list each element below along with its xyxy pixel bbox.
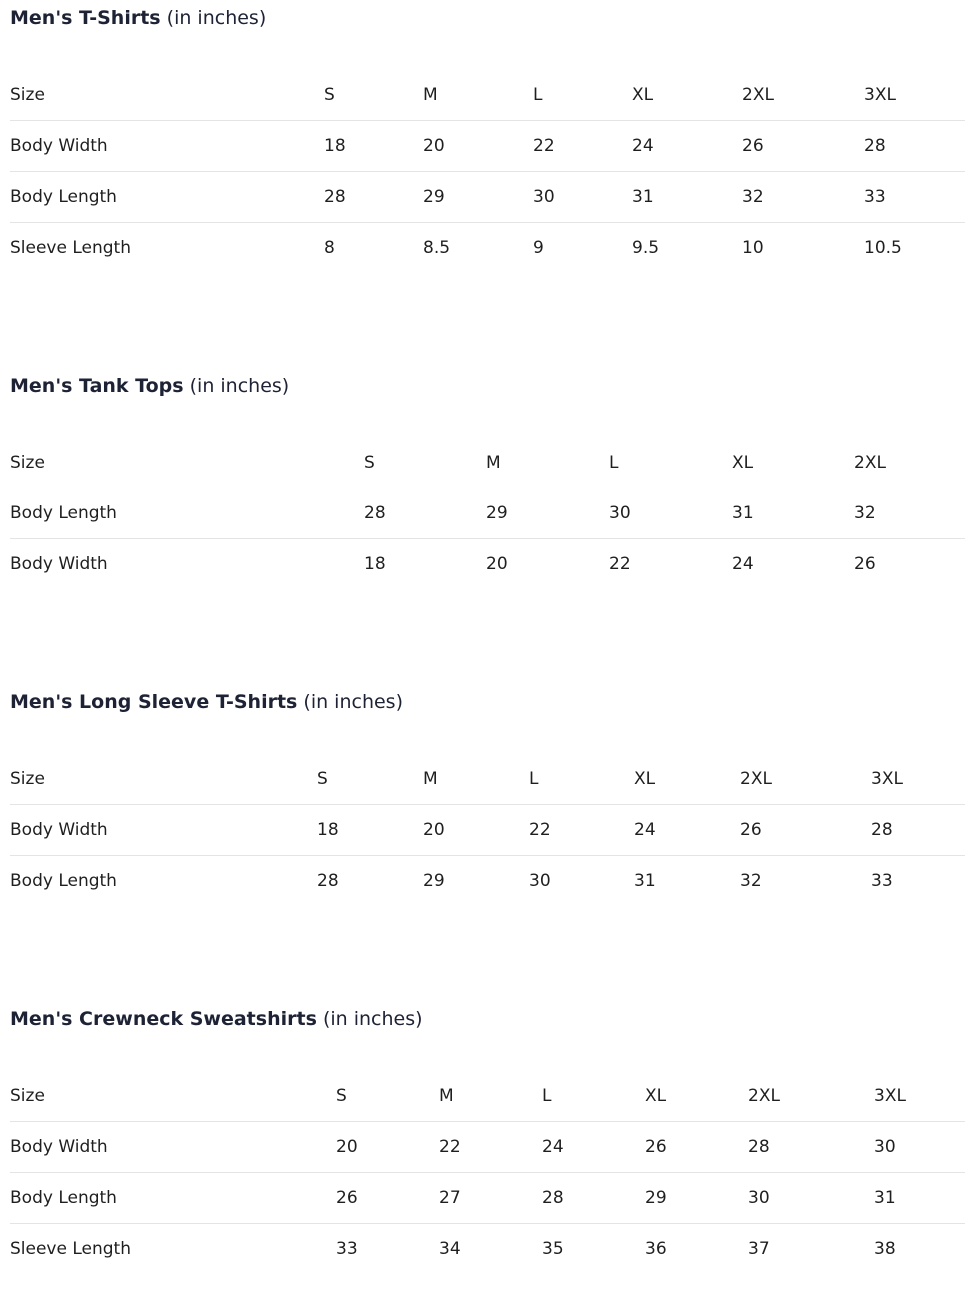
table-cell: Sleeve Length — [10, 1224, 336, 1275]
size-table — [10, 1071, 965, 1274]
table-cell: 3XL — [864, 85, 896, 105]
size-table — [10, 438, 965, 589]
table-cell: 26 — [742, 121, 864, 172]
table-cell: S — [364, 453, 375, 473]
table-cell: 31 — [874, 1173, 965, 1224]
table-cell: Body Width — [10, 1122, 336, 1173]
section-title-unit: (in inches) — [189, 375, 290, 397]
table-cell: 33 — [871, 856, 965, 907]
table-cell: 24 — [542, 1122, 645, 1173]
table-cell: 2XL — [854, 453, 886, 473]
table-cell: 3XL — [874, 1086, 906, 1106]
table-cell: L — [542, 1086, 552, 1106]
table-cell: 32 — [854, 503, 876, 523]
table-cell: 37 — [748, 1224, 874, 1275]
table-cell: S — [324, 85, 335, 105]
size-chart-long-sleeve — [10, 689, 965, 891]
table-cell: 22 — [439, 1122, 542, 1173]
table-cell: M — [423, 85, 438, 105]
section-title-unit: (in inches) — [166, 7, 267, 29]
section-title — [10, 373, 965, 399]
size-chart-tshirts — [10, 5, 965, 258]
table-cell: 26 — [854, 539, 965, 590]
table-cell: 32 — [742, 172, 864, 223]
table-cell: 18 — [364, 539, 486, 590]
table-cell: 20 — [336, 1122, 439, 1173]
table-cell: 33 — [864, 172, 965, 223]
table-cell: 2XL — [742, 85, 774, 105]
table-cell: Body Width — [10, 805, 317, 856]
table-cell: XL — [634, 769, 656, 789]
table-cell: 10.5 — [864, 223, 965, 274]
table-cell: 28 — [871, 805, 965, 856]
table-row — [10, 539, 965, 590]
section-title — [10, 1006, 965, 1032]
section-title — [10, 689, 965, 715]
table-cell: 22 — [529, 805, 634, 856]
table-cell: Body Width — [10, 121, 324, 172]
table-cell: 24 — [732, 539, 854, 590]
table-cell: Body Width — [10, 539, 364, 590]
table-row — [10, 172, 965, 223]
table-cell: 20 — [423, 121, 533, 172]
size-table — [10, 70, 965, 273]
table-cell: Body Length — [10, 503, 117, 523]
table-cell: 29 — [486, 503, 508, 523]
table-cell: 30 — [874, 1122, 965, 1173]
section-title-unit: (in inches) — [322, 1008, 423, 1030]
table-cell: 20 — [486, 539, 609, 590]
table-cell: 26 — [740, 805, 871, 856]
table-cell: S — [317, 769, 328, 789]
table-cell: Body Length — [10, 172, 324, 223]
section-title — [10, 5, 965, 31]
table-cell: 28 — [864, 121, 965, 172]
table-row — [10, 1224, 965, 1275]
table-cell: 29 — [423, 856, 529, 907]
table-cell: 9.5 — [632, 223, 742, 274]
table-cell: 36 — [645, 1224, 748, 1275]
table-cell: XL — [645, 1086, 667, 1106]
table-cell: 20 — [423, 805, 529, 856]
table-cell: 3XL — [871, 769, 903, 789]
table-cell: 29 — [645, 1173, 748, 1224]
table-cell: 18 — [317, 805, 423, 856]
size-table — [10, 754, 965, 906]
table-header-row — [10, 1071, 965, 1122]
table-cell: L — [529, 769, 539, 789]
table-cell: 29 — [423, 172, 533, 223]
section-title-name: Men's T-Shirts — [10, 7, 161, 29]
table-cell: 31 — [634, 856, 740, 907]
section-title-name: Men's Long Sleeve T-Shirts — [10, 691, 298, 713]
table-cell: Sleeve Length — [10, 223, 324, 274]
table-cell: XL — [732, 453, 754, 473]
size-chart-crewneck — [10, 1006, 965, 1259]
table-cell: Size — [10, 453, 45, 473]
table-cell: 24 — [634, 805, 740, 856]
table-cell: 30 — [533, 172, 632, 223]
table-cell: 28 — [542, 1173, 645, 1224]
size-chart-tank-tops — [10, 373, 965, 574]
table-cell: 27 — [439, 1173, 542, 1224]
table-cell: 31 — [732, 503, 754, 523]
table-cell: S — [336, 1086, 347, 1106]
table-row — [10, 121, 965, 172]
table-header-row — [10, 70, 965, 121]
table-cell: 8.5 — [423, 223, 533, 274]
table-cell: 34 — [439, 1224, 542, 1275]
table-cell: 22 — [609, 539, 732, 590]
table-cell: Size — [10, 1086, 45, 1106]
table-row — [10, 805, 965, 856]
table-cell: 30 — [529, 856, 634, 907]
table-cell: 31 — [632, 172, 742, 223]
section-title-name: Men's Tank Tops — [10, 375, 184, 397]
table-cell: 30 — [609, 503, 631, 523]
table-cell: 26 — [645, 1122, 748, 1173]
table-cell: L — [609, 453, 619, 473]
table-cell: 28 — [364, 503, 386, 523]
table-cell: 22 — [533, 121, 632, 172]
table-cell: 24 — [632, 121, 742, 172]
table-row — [10, 1122, 965, 1173]
table-row — [10, 856, 965, 907]
table-cell: XL — [632, 85, 654, 105]
table-cell: Size — [10, 769, 45, 789]
table-cell: 30 — [748, 1173, 874, 1224]
table-cell: L — [533, 85, 543, 105]
table-cell: 26 — [336, 1173, 439, 1224]
table-cell: 18 — [324, 121, 423, 172]
table-header-row — [10, 754, 965, 805]
table-cell: 38 — [874, 1224, 965, 1275]
table-cell: 28 — [748, 1122, 874, 1173]
table-cell: M — [439, 1086, 454, 1106]
table-cell: 8 — [324, 223, 423, 274]
table-row — [10, 223, 965, 274]
table-cell: 2XL — [748, 1086, 780, 1106]
section-title-name: Men's Crewneck Sweatshirts — [10, 1008, 317, 1030]
table-cell: 28 — [324, 172, 423, 223]
table-cell: 2XL — [740, 769, 772, 789]
section-title-unit: (in inches) — [303, 691, 403, 713]
table-cell: 9 — [533, 223, 632, 274]
table-cell: 28 — [317, 856, 423, 907]
table-cell: M — [486, 453, 501, 473]
table-cell: 32 — [740, 856, 871, 907]
table-row — [10, 1173, 965, 1224]
table-cell: Body Length — [10, 856, 317, 907]
table-row — [10, 488, 965, 539]
table-cell: M — [423, 769, 438, 789]
table-cell: 33 — [336, 1224, 439, 1275]
table-cell: Body Length — [10, 1173, 336, 1224]
table-cell: Size — [10, 85, 45, 105]
table-header-row — [10, 438, 965, 488]
table-cell: 10 — [742, 223, 864, 274]
table-cell: 35 — [542, 1224, 645, 1275]
